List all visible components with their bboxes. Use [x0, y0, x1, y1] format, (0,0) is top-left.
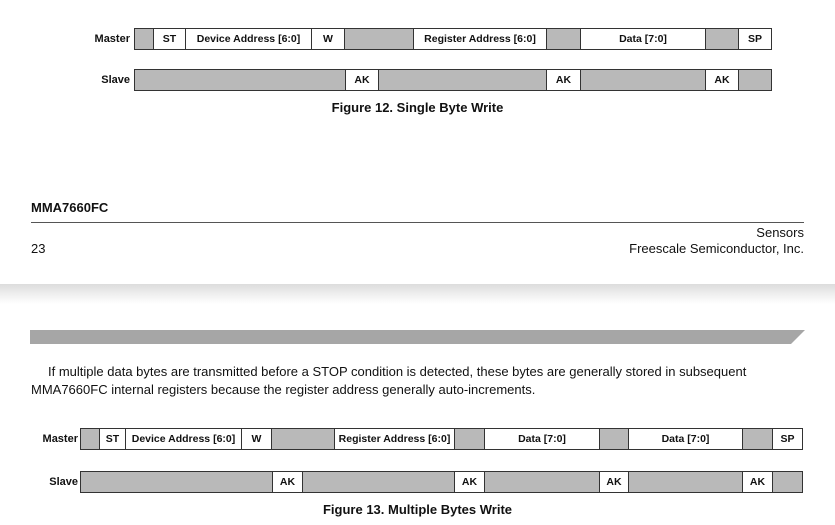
fig12-caption: Figure 12. Single Byte Write [331, 100, 504, 115]
footer-rule [31, 222, 804, 223]
fig13-caption: Figure 13. Multiple Bytes Write [322, 502, 513, 517]
fig13-master-cell [80, 428, 100, 450]
fig13-slave-cell: AK [272, 471, 303, 493]
fig13-master-cell: W [241, 428, 272, 450]
fig13-master-cell: SP [772, 428, 803, 450]
fig13-slave-cell [80, 471, 273, 493]
fig13-master-cell: Register Address [6:0] [334, 428, 455, 450]
fig12-slave-cell [580, 69, 706, 91]
footer-category: Sensors [756, 225, 804, 240]
fig13-slave-cell [772, 471, 803, 493]
fig12-slave-cell: AK [345, 69, 379, 91]
fig12-master-cell [705, 28, 739, 50]
footer-page-number: 23 [31, 241, 46, 256]
fig12-master-cell [546, 28, 581, 50]
fig12-master-cell [134, 28, 154, 50]
fig12-slave-cell [378, 69, 547, 91]
fig12-master-cell: Register Address [6:0] [413, 28, 547, 50]
footer-part-number: MMA7660FC [31, 200, 109, 215]
fig12-slave-cell [738, 69, 772, 91]
fig13-slave-cell: AK [599, 471, 629, 493]
fig12-slave-cell: AK [546, 69, 581, 91]
fig12-master-cell: ST [153, 28, 186, 50]
fig13-slave-cell: AK [742, 471, 773, 493]
footer-company: Freescale Semiconductor, Inc. [629, 241, 804, 256]
fig12-master-label: Master [94, 33, 130, 45]
page-bottom [0, 304, 835, 525]
fig13-master-cell [742, 428, 773, 450]
fig12-master-cell: Device Address [6:0] [185, 28, 312, 50]
fig13-slave-label: Slave [49, 476, 78, 488]
header-band [30, 330, 805, 344]
fig13-master-cell: Data [7:0] [628, 428, 743, 450]
page-separator [0, 284, 835, 304]
fig13-master-cell: Data [7:0] [484, 428, 600, 450]
fig12-master-cell: Data [7:0] [580, 28, 706, 50]
body-paragraph-line2: MMA7660FC internal registers because the register address generally auto-increments. [31, 382, 536, 397]
body-paragraph-line1: If multiple data bytes are transmitted before a STOP condition is detected, these bytes are generally stored in subsequent [48, 364, 747, 379]
fig13-slave-cell [302, 471, 455, 493]
fig12-slave-cell [134, 69, 346, 91]
fig12-master-cell [344, 28, 414, 50]
fig13-master-cell [599, 428, 629, 450]
fig13-master-cell: Device Address [6:0] [125, 428, 242, 450]
fig12-master-cell: SP [738, 28, 772, 50]
fig13-master-cell [454, 428, 485, 450]
fig13-master-label: Master [42, 433, 78, 445]
fig13-slave-cell [484, 471, 600, 493]
fig12-slave-label: Slave [101, 74, 130, 86]
fig12-master-cell: W [311, 28, 345, 50]
fig13-master-cell [271, 428, 335, 450]
fig13-slave-cell: AK [454, 471, 485, 493]
fig13-slave-cell [628, 471, 743, 493]
fig13-master-cell: ST [99, 428, 126, 450]
fig12-slave-cell: AK [705, 69, 739, 91]
